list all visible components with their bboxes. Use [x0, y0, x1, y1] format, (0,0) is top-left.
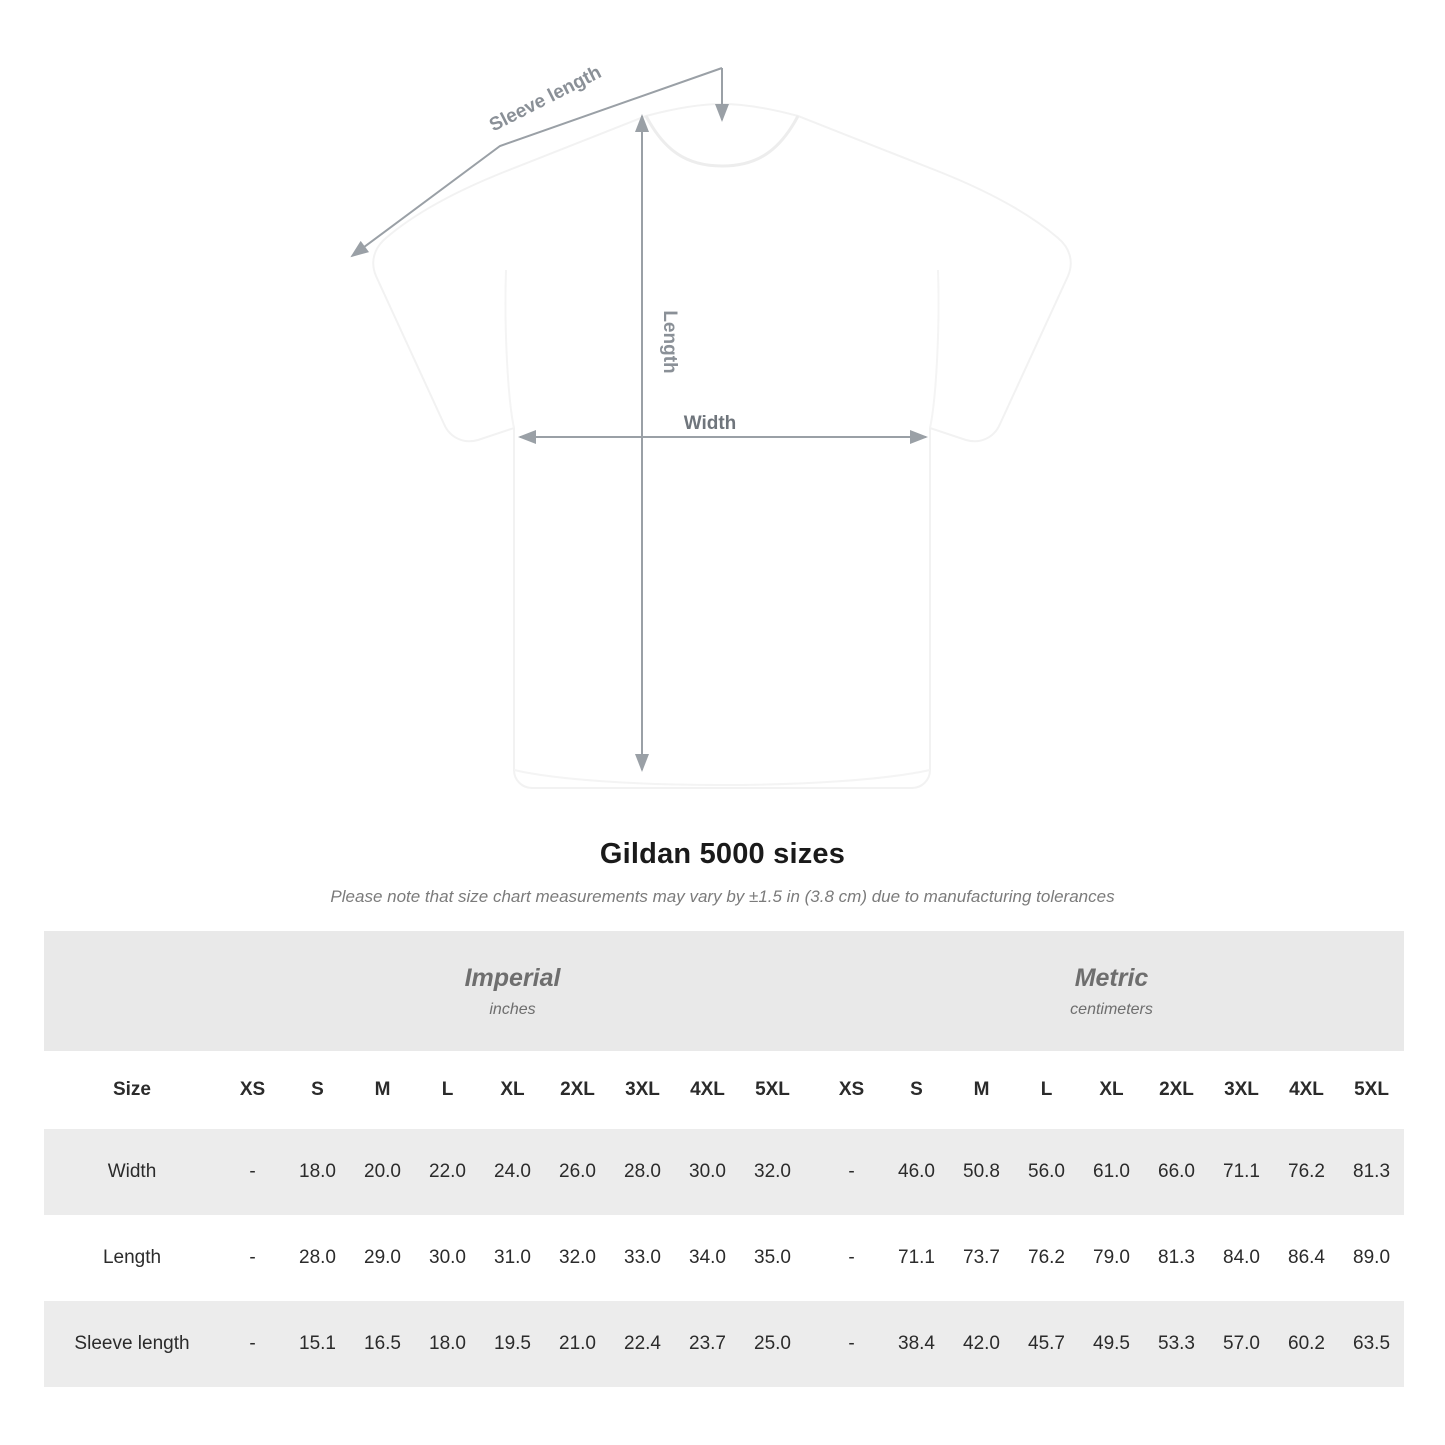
column-header-imperial-l: L [415, 1051, 480, 1129]
cell-imperial-length-2xl: 32.0 [545, 1215, 610, 1301]
unit-name: Imperial [464, 963, 561, 992]
unit-sub: inches [489, 1000, 536, 1018]
cell-imperial-sleeve-length-s: 15.1 [285, 1301, 350, 1387]
cell-metric-length-xl: 79.0 [1079, 1215, 1144, 1301]
cell-metric-length-l: 76.2 [1014, 1215, 1079, 1301]
cell-imperial-length-m: 29.0 [350, 1215, 415, 1301]
unit-name: Metric [1074, 963, 1149, 992]
cell-imperial-sleeve-length-5xl: 25.0 [740, 1301, 805, 1387]
cell-metric-width-5xl: 81.3 [1339, 1129, 1404, 1215]
cell-imperial-length-xs: - [220, 1215, 285, 1301]
chart-note: Please note that size chart measurements may vary by ±1.5 in (3.8 cm) due to manufacturing tolerances [330, 887, 1115, 906]
sleeve-length-label: Sleeve length [486, 61, 605, 137]
cell-metric-sleeve-length-l: 45.7 [1014, 1301, 1079, 1387]
cell-metric-length-xs: - [819, 1215, 884, 1301]
width-label: Width [683, 413, 737, 434]
unit-sub: centimeters [1070, 1000, 1153, 1018]
cell-imperial-width-3xl: 28.0 [610, 1129, 675, 1215]
cell-imperial-sleeve-length-xs: - [220, 1301, 285, 1387]
row-gap [805, 1129, 819, 1215]
cell-metric-length-s: 71.1 [884, 1215, 949, 1301]
cell-metric-width-m: 50.8 [949, 1129, 1014, 1215]
row-gap [805, 1215, 819, 1301]
cell-metric-sleeve-length-xs: - [819, 1301, 884, 1387]
cell-imperial-width-5xl: 32.0 [740, 1129, 805, 1215]
cell-metric-width-2xl: 66.0 [1144, 1129, 1209, 1215]
table-row [44, 1215, 1404, 1301]
cell-metric-width-3xl: 71.1 [1209, 1129, 1274, 1215]
cell-imperial-width-2xl: 26.0 [545, 1129, 610, 1215]
cell-metric-sleeve-length-m: 42.0 [949, 1301, 1014, 1387]
cell-imperial-width-xl: 24.0 [480, 1129, 545, 1215]
length-label: Length [659, 310, 680, 374]
cell-imperial-sleeve-length-3xl: 22.4 [610, 1301, 675, 1387]
cell-metric-sleeve-length-xl: 49.5 [1079, 1301, 1144, 1387]
column-gap [805, 1051, 819, 1129]
cell-metric-width-s: 46.0 [884, 1129, 949, 1215]
chart-title: Gildan 5000 sizes [599, 838, 846, 870]
column-header-metric-4xl: 4XL [1274, 1051, 1339, 1129]
cell-metric-width-l: 56.0 [1014, 1129, 1079, 1215]
cell-metric-width-xs: - [819, 1129, 884, 1215]
cell-imperial-length-3xl: 33.0 [610, 1215, 675, 1301]
column-header-metric-m: M [949, 1051, 1014, 1129]
column-header-imperial-4xl: 4XL [675, 1051, 740, 1129]
column-header-size: Size [44, 1051, 220, 1129]
cell-imperial-sleeve-length-l: 18.0 [415, 1301, 480, 1387]
cell-metric-sleeve-length-4xl: 60.2 [1274, 1301, 1339, 1387]
column-header-metric-3xl: 3XL [1209, 1051, 1274, 1129]
column-header-imperial-5xl: 5XL [740, 1051, 805, 1129]
cell-imperial-length-xl: 31.0 [480, 1215, 545, 1301]
column-header-metric-l: L [1014, 1051, 1079, 1129]
cell-imperial-width-m: 20.0 [350, 1129, 415, 1215]
cell-metric-length-m: 73.7 [949, 1215, 1014, 1301]
column-header-imperial-m: M [350, 1051, 415, 1129]
cell-imperial-sleeve-length-xl: 19.5 [480, 1301, 545, 1387]
cell-metric-sleeve-length-3xl: 57.0 [1209, 1301, 1274, 1387]
cell-imperial-length-4xl: 34.0 [675, 1215, 740, 1301]
unit-banner-row [44, 931, 1404, 1051]
cell-imperial-length-s: 28.0 [285, 1215, 350, 1301]
cell-imperial-width-l: 22.0 [415, 1129, 480, 1215]
column-header-imperial-xl: XL [480, 1051, 545, 1129]
size-table-wrapper [44, 931, 1401, 1387]
row-label-length: Length [44, 1215, 220, 1301]
cell-metric-length-4xl: 86.4 [1274, 1215, 1339, 1301]
table-header-row [44, 1051, 1404, 1129]
column-header-metric-s: S [884, 1051, 949, 1129]
column-header-imperial-2xl: 2XL [545, 1051, 610, 1129]
cell-metric-length-2xl: 81.3 [1144, 1215, 1209, 1301]
unit-banner-metric [819, 931, 1404, 1051]
row-gap [805, 1301, 819, 1387]
cell-imperial-sleeve-length-2xl: 21.0 [545, 1301, 610, 1387]
cell-metric-width-xl: 61.0 [1079, 1129, 1144, 1215]
column-header-imperial-s: S [285, 1051, 350, 1129]
cell-metric-sleeve-length-5xl: 63.5 [1339, 1301, 1404, 1387]
row-label-width: Width [44, 1129, 220, 1215]
cell-metric-length-3xl: 84.0 [1209, 1215, 1274, 1301]
cell-imperial-width-xs: - [220, 1129, 285, 1215]
cell-imperial-length-5xl: 35.0 [740, 1215, 805, 1301]
column-header-imperial-3xl: 3XL [610, 1051, 675, 1129]
cell-metric-sleeve-length-s: 38.4 [884, 1301, 949, 1387]
row-label-sleeve-length: Sleeve length [44, 1301, 220, 1387]
unit-banner-spacer [44, 931, 220, 1051]
cell-metric-sleeve-length-2xl: 53.3 [1144, 1301, 1209, 1387]
size-table [44, 931, 1404, 1387]
cell-imperial-width-s: 18.0 [285, 1129, 350, 1215]
title-block [0, 838, 1445, 907]
table-row [44, 1301, 1404, 1387]
cell-metric-width-4xl: 76.2 [1274, 1129, 1339, 1215]
column-header-metric-5xl: 5XL [1339, 1051, 1404, 1129]
unit-banner-gap [805, 931, 819, 1051]
column-header-metric-2xl: 2XL [1144, 1051, 1209, 1129]
cell-metric-length-5xl: 89.0 [1339, 1215, 1404, 1301]
unit-banner-imperial [220, 931, 805, 1051]
cell-imperial-length-l: 30.0 [415, 1215, 480, 1301]
column-header-metric-xl: XL [1079, 1051, 1144, 1129]
cell-imperial-width-4xl: 30.0 [675, 1129, 740, 1215]
tshirt-illustration [373, 104, 1071, 788]
column-header-metric-xs: XS [819, 1051, 884, 1129]
cell-imperial-sleeve-length-m: 16.5 [350, 1301, 415, 1387]
cell-imperial-sleeve-length-4xl: 23.7 [675, 1301, 740, 1387]
table-row [44, 1129, 1404, 1215]
column-header-imperial-xs: XS [220, 1051, 285, 1129]
